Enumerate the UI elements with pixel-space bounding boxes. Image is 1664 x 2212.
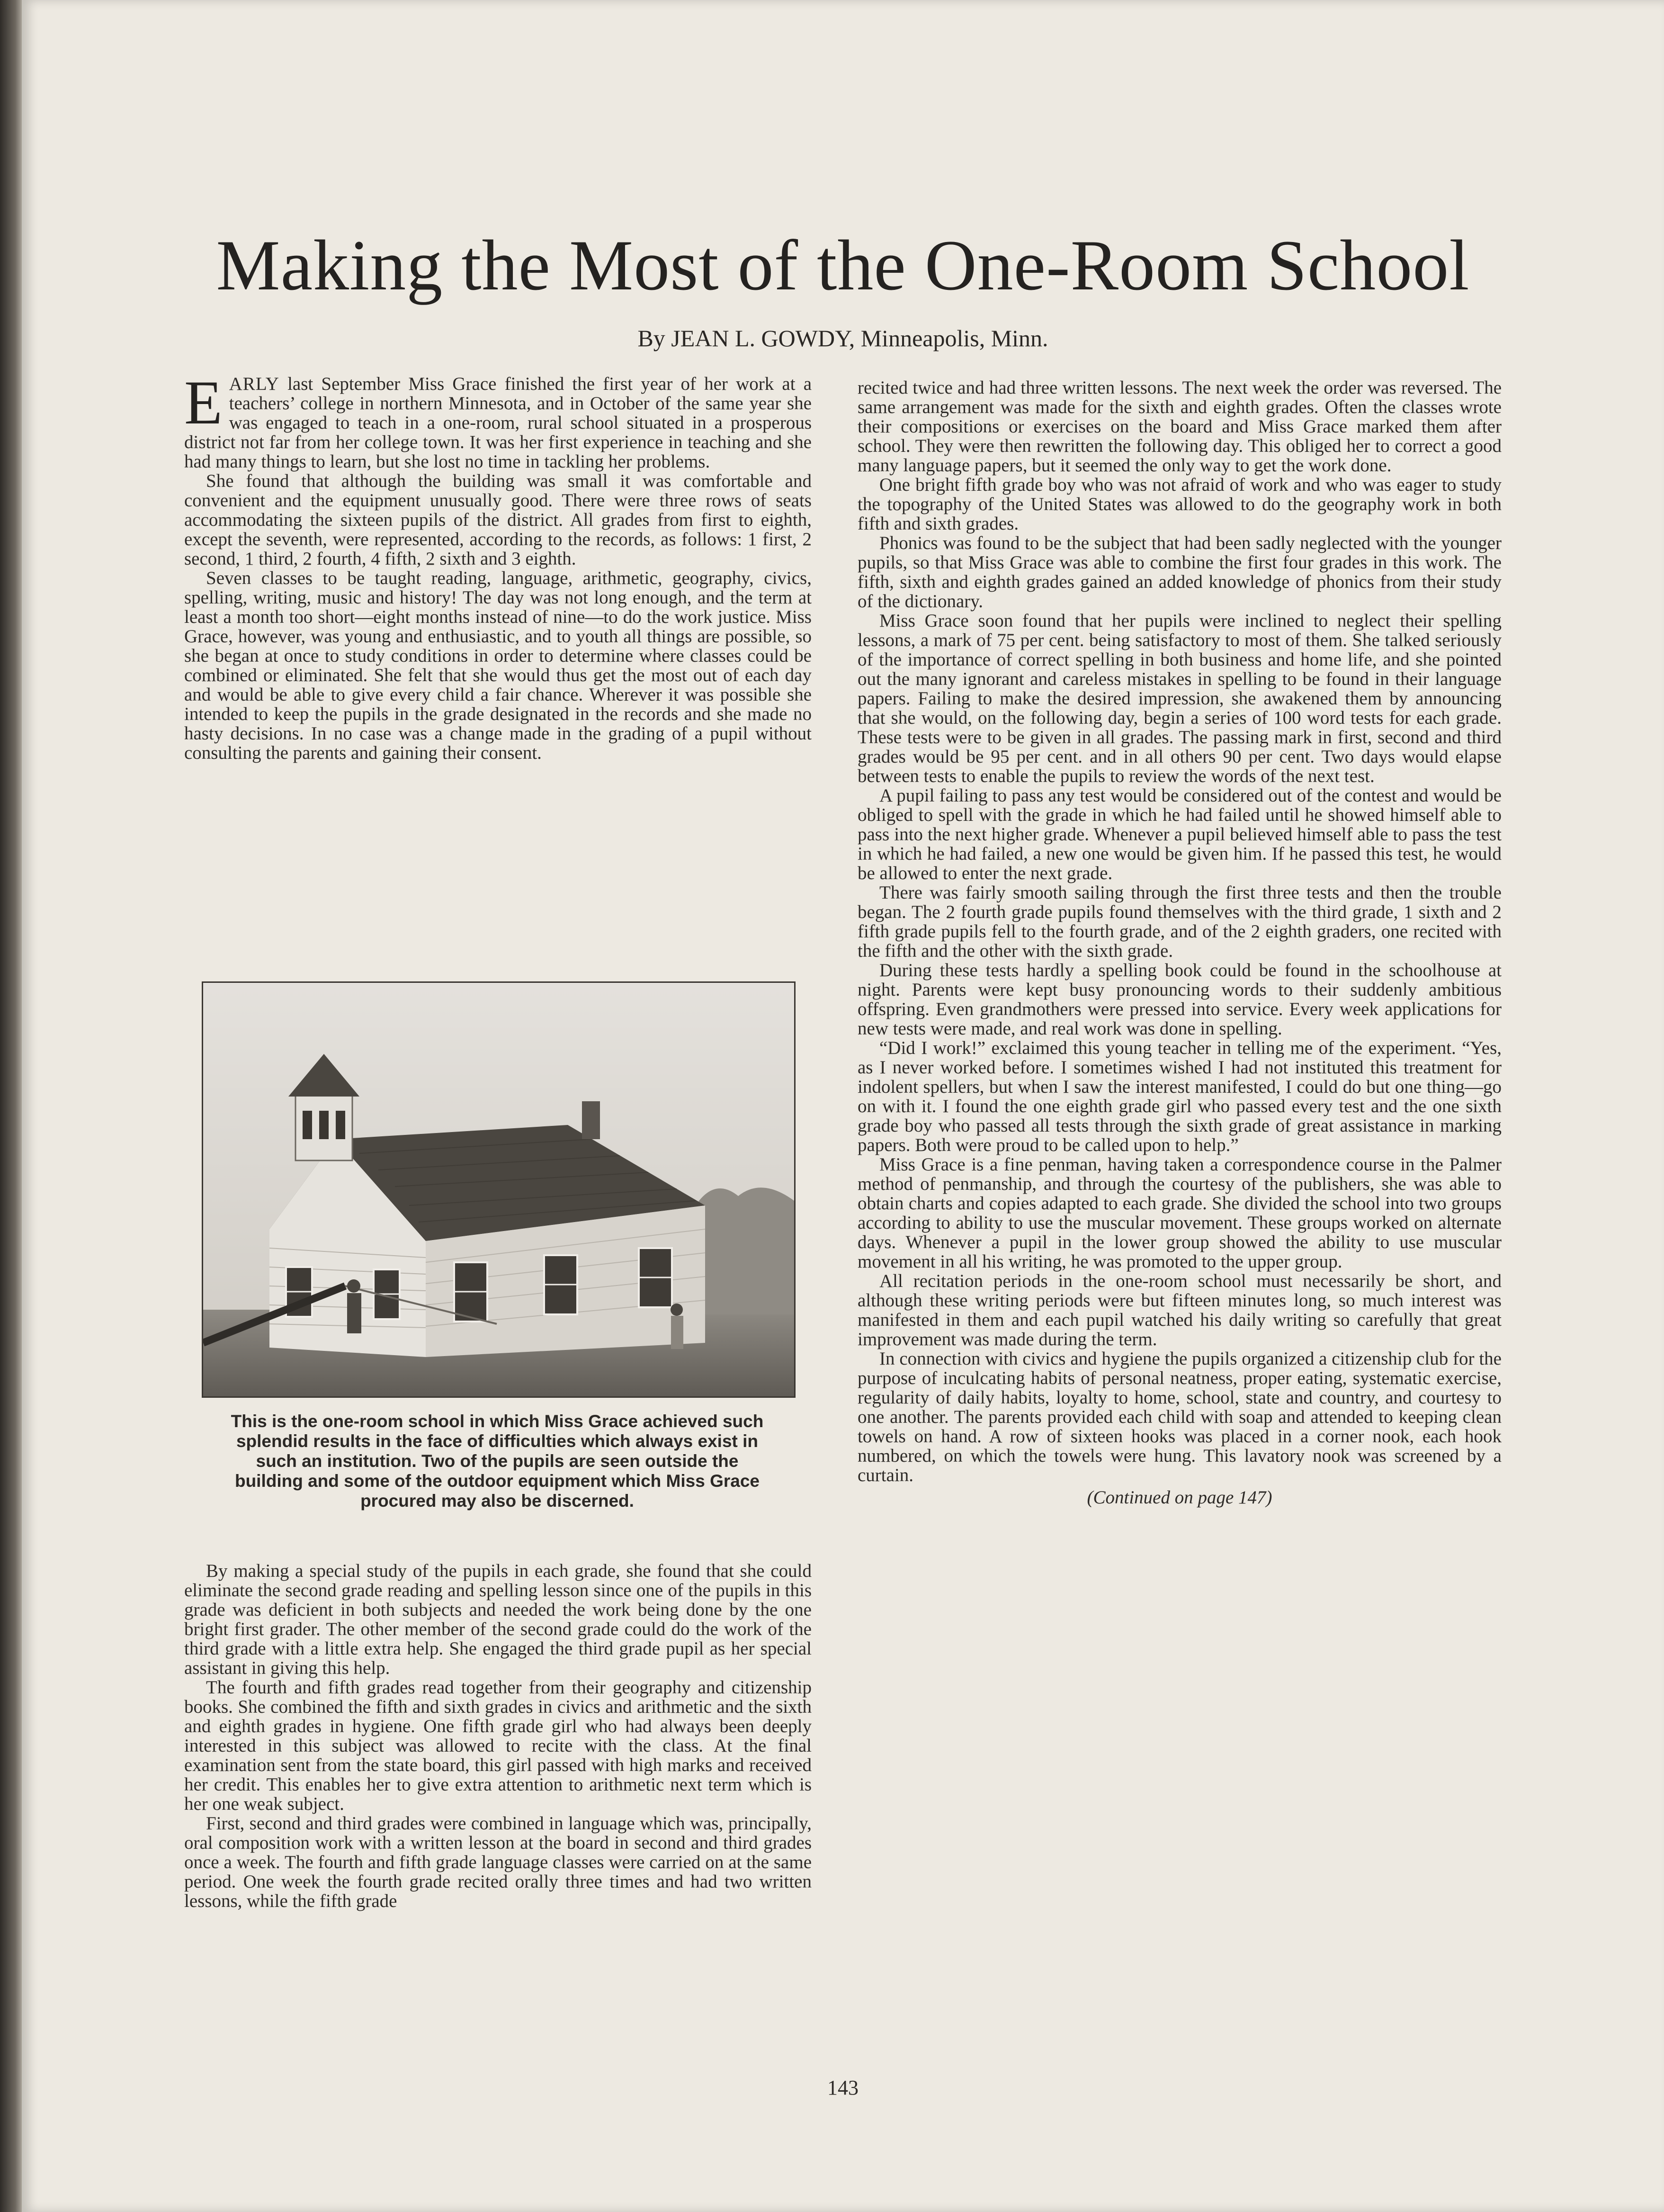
paragraph: Miss Grace is a fine penman, having taken a correspondence course in the Palmer method of penmanship, and through the courtesy of the publishers, she was able to obtain charts and copies adapted to each grade. She divided the school into two groups according to ability to use the muscular movement. These groups worked on alternate days. Whenever a pupil in the lower group showed the ability to use muscular movement in all his writing, he was promoted to the upper group. — [858, 1154, 1502, 1272]
book-spine-shadow — [0, 0, 22, 2212]
paragraph: There was fairly smooth sailing through the first three tests and then the trouble began. The 2 fourth grade pupils found themselves with the third grade, 1 sixth and 2 fifth grade pupils fell to the fourth grade, and of the 2 eighth graders, one recited with the fifth and the other with the sixth grade. — [858, 882, 1502, 961]
continued-note: (Continued on page 147) — [1087, 1487, 1272, 1508]
paragraph: During these tests hardly a spelling book could be found in the schoolhouse at night. Parents were kept busy pronouncing words to their suddenly ambitious offspring. Even grandmothers were pressed into service. Every week applications for new tests were made, and real work was done in spelling. — [858, 960, 1502, 1039]
magazine-page — [22, 0, 1664, 2212]
article-byline: By JEAN L. GOWDY, Minneapolis, Minn. — [637, 325, 1048, 351]
page-number: 143 — [827, 2076, 859, 2099]
paragraph: By making a special study of the pupils in each grade, she found that she could eliminate the second grade reading and spelling lesson since one of the pupils in this grade was deficient in both subjects and needed the work being done by the one bright first grader. The other member of the second grade could do the work of the third grade with a little extra help. She engaged the third grade pupil as her special assistant in giving this help. — [184, 1561, 812, 1678]
photo-caption: This is the one-room school in which Miss Grace achieved such splendid results in the face of difficulties which always exist in such an institution. Two of the pupils are seen outside the building and some of the outdoor equipment which Miss Grace procured may also be discerned. — [231, 1412, 764, 1511]
paragraph: First, second and third grades were combined in language which was, principally, oral composition work with a written lesson at the board in second and third grades once a week. The fourth and fifth grade language classes were carried on at the same period. One week the fourth grade recited orally three times and had two written lessons, while the fifth grade — [184, 1813, 812, 1911]
paragraph: She found that although the building was small it was comfortable and convenient and the equipment unusually good. There were three rows of seats accommodating the sixteen pupils of the district. All grades from first to eighth, except the seventh, were represented, according to the records, as follows: 1 first, 2 second, 1 third, 2 fourth, 4 fifth, 2 sixth and 3 eighth. — [184, 471, 812, 569]
article-title: Making the Most of the One-Room School — [216, 225, 1470, 305]
paragraph: In connection with civics and hygiene the pupils organized a citizenship club for the purpose of inculcating habits of personal neatness, proper eating, systematic exercise, regularity of daily habits, loyalty to home, school, state and country, and courtesy to one another. The parents provided each child with soap and attended to keeping clean towels on hand. A row of sixteen hooks was placed in a corner nook, each hook numbered, on which the towels were hung. This lavatory nook was screened by a curtain. — [858, 1349, 1502, 1485]
opening-paragraph-text: last September Miss Grace finished the first year of her work at a teachers’ college in northern Minnesota, and in October of the same year she was engaged to teach in a one-room, rural school situated in a prosperous district not far from her college town. It was her first experience in teaching and she had many things to learn, but she lost no time in tackling her problems. — [184, 374, 812, 472]
paragraph: All recitation periods in the one-room school must necessarily be short, and although these writing periods were but fifteen minutes long, so much interest was manifested in them and each pupil watched his daily writing so carefully that great improvement was made during the term. — [858, 1271, 1502, 1349]
continued-paragraph: recited twice and had three written lessons. The next week the order was reversed. The same arrangement was made for the sixth and eighth grades. Often the classes wrote their compositions or exercises on the board and Miss Grace marked them after school. They were then rewritten the following day. This obliged her to correct a good many language papers, but it seemed the only way to get the work done. — [858, 378, 1502, 476]
right-column — [858, 378, 1502, 1507]
drop-cap: E — [184, 368, 223, 437]
opening-paragraph — [184, 368, 812, 472]
paragraph: The fourth and fifth grades read together from their geography and citizenship books. She combined the fifth and sixth grades in civics and arithmetic and the sixth and eighth grades in hygiene. One fifth grade girl who had always been deeply interested in this subject was allowed to recite with the class. At the final examination sent from the state board, this girl passed with high marks and received her credit. This enables her to give extra attention to arithmetic next term which is her one weak subject. — [184, 1677, 812, 1814]
paragraph: One bright fifth grade boy who was not afraid of work and who was eager to study the topography of the United States was allowed to do the geography work in both fifth and sixth grades. — [858, 475, 1502, 534]
paragraph: Miss Grace soon found that her pupils were inclined to neglect their spelling lessons, a mark of 75 per cent. being satisfactory to most of them. She talked seriously of the importance of correct spelling in both business and home life, and she pointed out the many ignorant and careless mistakes in spelling to be found in their language papers. Failing to make the desired impression, she awakened them by announcing that she would, on the following day, begin a series of 100 word tests for each grade. These tests were to be given in all grades. The passing mark in first, second and third grades would be 95 per cent. and in all others 90 per cent. Two days would elapse between tests to enable the pupils to review the words of the next test. — [858, 611, 1502, 786]
left-column-lower — [184, 1561, 812, 1911]
left-column-upper — [184, 368, 812, 763]
schoolhouse-illustration — [203, 983, 794, 1396]
paragraph: Phonics was found to be the subject that had been sadly neglected with the younger pupils, so that Miss Grace was able to combine the first four grades in this work. The fifth, sixth and eighth grades gained an added knowledge of phonics from their study of the dictionary. — [858, 533, 1502, 611]
paragraph: “Did I work!” exclaimed this young teacher in telling me of the experiment. “Yes, as I never worked before. I sometimes wished I had not instituted this treatment for indolent spellers, but when I saw the interest manifested, I could do but one thing—go on with it. I found the one eighth grade girl who passed every test and the one sixth grade boy who passed all tests through the sixth grade of great assistance in marking papers. Both were proud to be called upon to help.” — [858, 1038, 1502, 1155]
paragraph: A pupil failing to pass any test would be considered out of the contest and would be obliged to spell with the grade in which he had failed until he showed himself able to pass into the next higher grade. Whenever a pupil believed himself able to pass the test in which he had failed, a new one would be given him. If he passed this test, he would be allowed to enter the next grade. — [858, 785, 1502, 883]
schoolhouse-photo — [202, 981, 796, 1398]
paragraph: Seven classes to be taught reading, language, arithmetic, geography, civics, spelling, writing, music and history! The day was not long enough, and the term at least a month too short—eight months instead of nine—to do the work justice. Miss Grace, however, was young and enthusiastic, and to youth all things are possible, so she began at once to study conditions in order to determine where classes could be combined or eliminated. She felt that she would thus get the most out of each day and would be able to give every child a fair chance. Wherever it was possible she intended to keep the pupils in the grade designated in the records and she made no hasty decisions. In no case was a change made in the grading of a pupil without consulting the parents and gaining their consent. — [184, 568, 812, 763]
opening-word-rest: ARLY — [229, 374, 279, 394]
